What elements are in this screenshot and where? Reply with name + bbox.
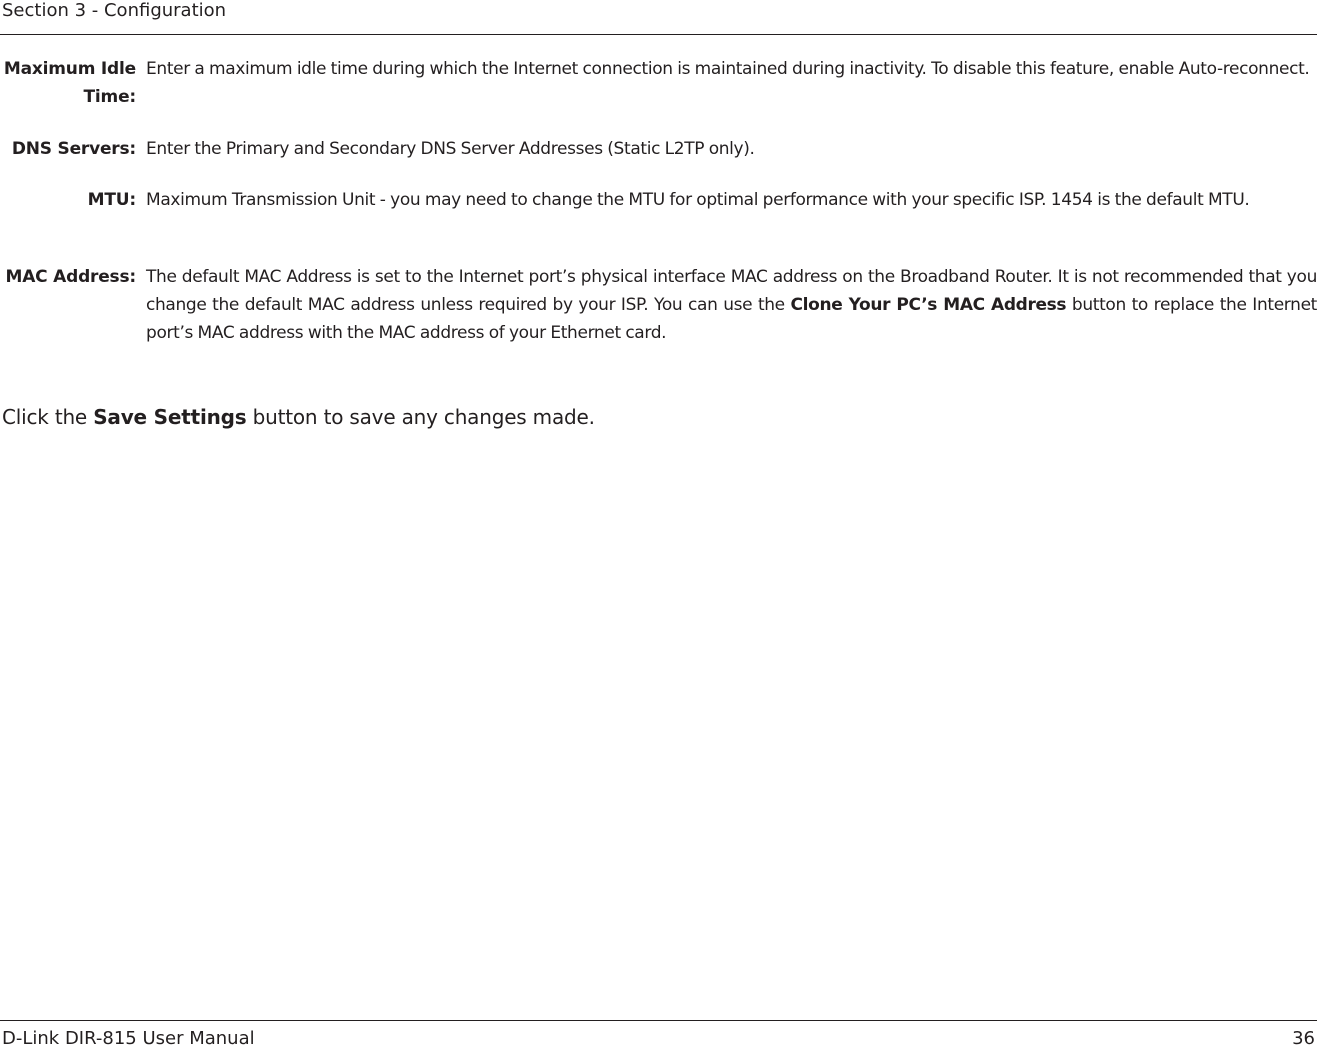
description-mac-address [146, 263, 1317, 347]
section-title: Section 3 - Configuration [2, 0, 227, 21]
term-max-idle-time: Maximum Idle Time: [3, 59, 136, 107]
manual-title: D-Link DIR-815 User Manual [2, 1028, 255, 1049]
clone-mac-button-reference: Clone Your PC’s MAC Address [790, 295, 1067, 315]
footer-divider [0, 1020, 1317, 1021]
save-settings-reference: Save Settings [93, 405, 247, 429]
term-dns-servers: DNS Servers: [11, 139, 136, 159]
description-mtu: Maximum Transmission Unit - you may need to change the MTU for optimal performance with your specific ISP. 1454 is the default MTU. [146, 190, 1250, 210]
save-settings-note [2, 402, 595, 432]
description-dns-servers: Enter the Primary and Secondary DNS Server Addresses (Static L2TP only). [146, 139, 755, 159]
note-text-end: button to save any changes made. [246, 405, 595, 429]
mac-description-text: The default MAC Address is set to the Internet port’s physical interface MAC address on the Broadband Router. It is not recommended that you change the default MAC address unless required by your ISP. You can use the [146, 267, 1317, 315]
note-text-start: Click the [2, 405, 94, 429]
header-divider [0, 34, 1317, 35]
term-mtu: MTU: [87, 190, 136, 210]
description-max-idle-time: Enter a maximum idle time during which the Internet connection is maintained during inactivity. To disable this feature, enable Auto-reconnect. [146, 59, 1310, 79]
term-mac-address: MAC Address: [5, 267, 136, 287]
mac-description-text-end: button to replace the Internet port’s MAC address with the MAC address of your Ethernet card. [146, 295, 1317, 343]
page-number: 36 [1292, 1028, 1315, 1049]
